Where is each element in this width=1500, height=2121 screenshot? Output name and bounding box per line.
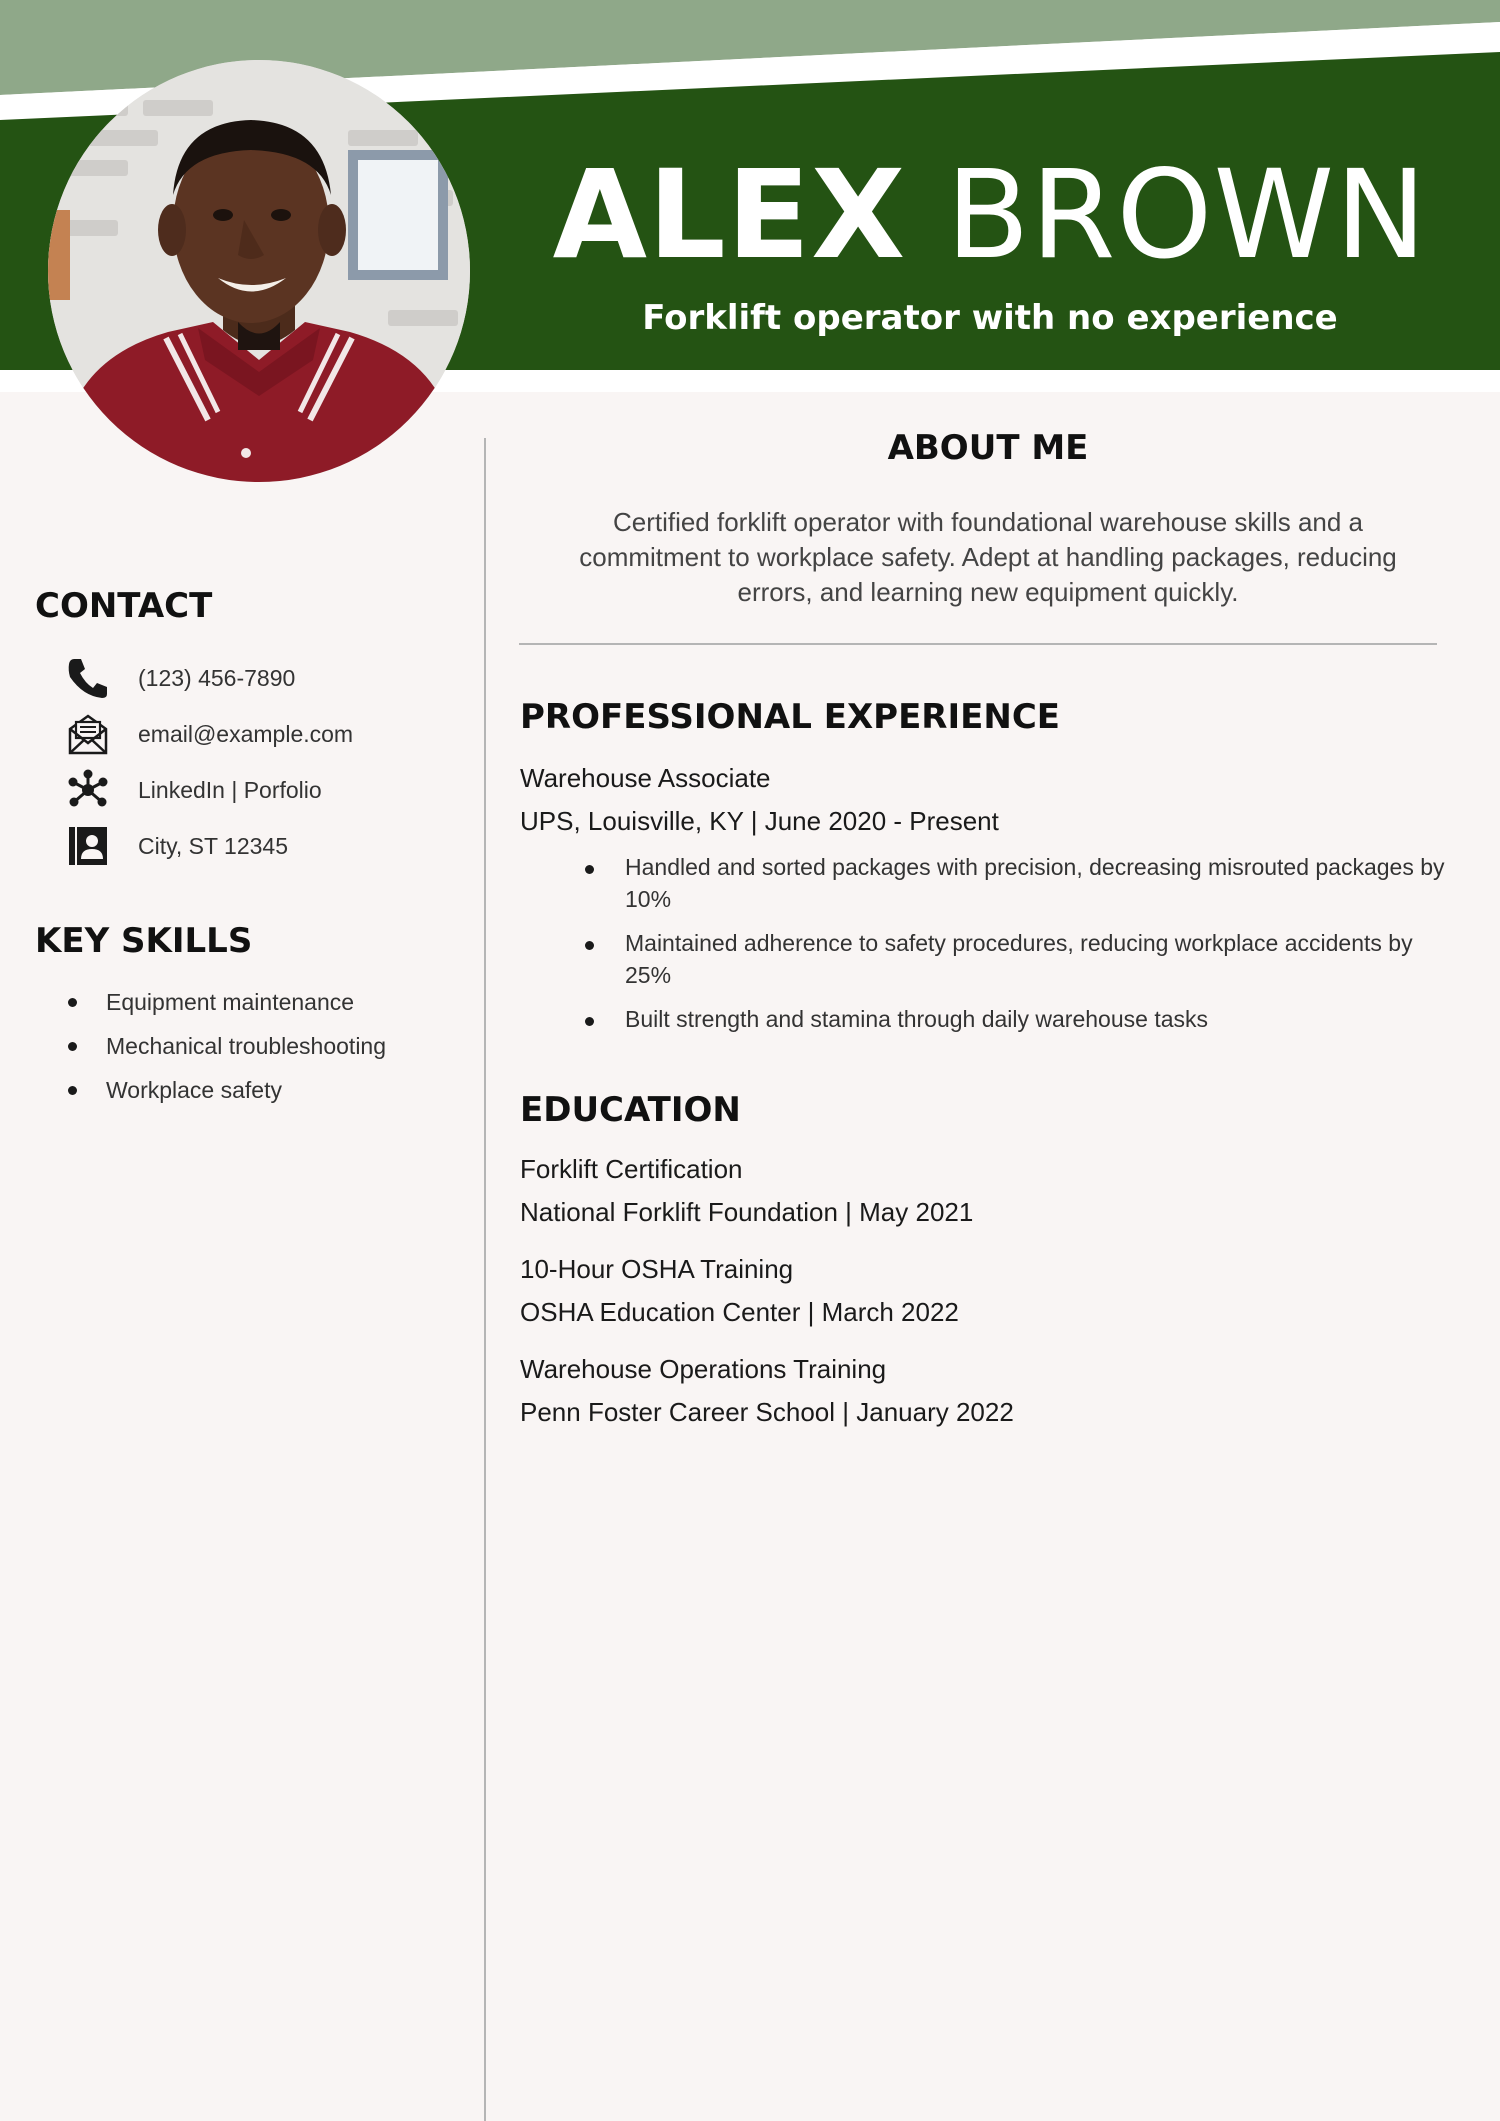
profile-photo bbox=[48, 60, 470, 482]
about-heading: ABOUT ME bbox=[887, 428, 1089, 468]
contact-list bbox=[62, 650, 462, 874]
list-item: Handled and sorted packages with precision, decreasing misrouted packages by 10% bbox=[585, 851, 1455, 915]
email-icon bbox=[62, 708, 114, 760]
last-name: BROWN bbox=[945, 144, 1428, 286]
section-divider bbox=[519, 643, 1437, 645]
list-item: Maintained adherence to safety procedures, reducing workplace accidents by 25% bbox=[585, 927, 1455, 991]
city-state-zip: City, ST 12345 bbox=[138, 832, 289, 859]
network-icon bbox=[62, 764, 114, 816]
education-entry bbox=[520, 1151, 1460, 1230]
list-item: Mechanical troubleshooting bbox=[66, 1024, 466, 1068]
first-name: ALEX bbox=[552, 144, 907, 286]
experience-bullets bbox=[585, 851, 1455, 1047]
contact-address bbox=[62, 818, 462, 874]
skills-list bbox=[66, 980, 466, 1112]
list-item: Built strength and stamina through daily warehouse tasks bbox=[585, 1003, 1455, 1035]
list-item: Equipment maintenance bbox=[66, 980, 466, 1024]
job-title: Warehouse Associate bbox=[520, 763, 771, 793]
experience-heading: PROFESSIONAL EXPERIENCE bbox=[520, 697, 1060, 737]
contact-heading: CONTACT bbox=[35, 586, 213, 626]
job-subtitle: Forklift operator with no experience bbox=[642, 298, 1338, 338]
education-detail: National Forklift Foundation | May 2021 bbox=[520, 1197, 974, 1227]
about-paragraph: Certified forklift operator with foundational warehouse skills and a commitment to workplace safety. Adept at handling packages, reducing errors, and learning new equipment quickly. bbox=[579, 507, 1397, 607]
candidate-name bbox=[480, 144, 1500, 286]
phone-number: (123) 456-7890 bbox=[138, 664, 296, 691]
skills-heading: KEY SKILLS bbox=[35, 921, 253, 961]
contact-phone bbox=[62, 650, 462, 706]
education-name: Forklift Certification bbox=[520, 1154, 743, 1184]
education-heading: EDUCATION bbox=[520, 1090, 741, 1130]
education-name: 10-Hour OSHA Training bbox=[520, 1254, 794, 1284]
education-entry bbox=[520, 1351, 1460, 1430]
links-text: LinkedIn | Porfolio bbox=[138, 776, 322, 803]
column-divider bbox=[484, 438, 486, 2121]
email-address: email@example.com bbox=[138, 720, 354, 747]
list-item: Workplace safety bbox=[66, 1068, 466, 1112]
education-name: Warehouse Operations Training bbox=[520, 1354, 887, 1384]
phone-icon bbox=[62, 652, 114, 704]
contact-links bbox=[62, 762, 462, 818]
address-book-icon bbox=[62, 820, 114, 872]
education-entry bbox=[520, 1251, 1460, 1330]
contact-email bbox=[62, 706, 462, 762]
education-detail: OSHA Education Center | March 2022 bbox=[520, 1297, 959, 1327]
education-detail: Penn Foster Career School | January 2022 bbox=[520, 1397, 1014, 1427]
job-company-line: UPS, Louisville, KY | June 2020 - Present bbox=[520, 806, 999, 836]
